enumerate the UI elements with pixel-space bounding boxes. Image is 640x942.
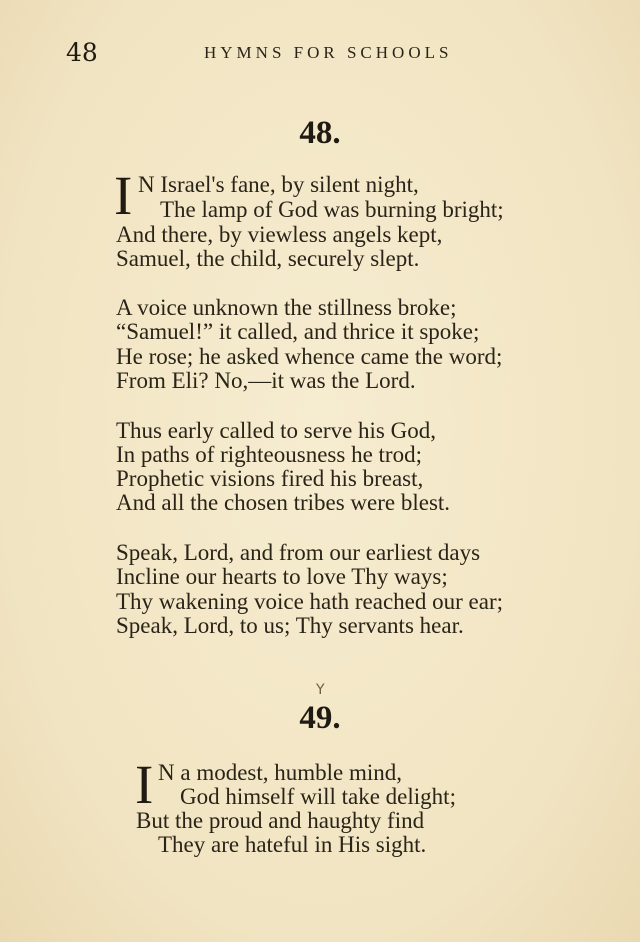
hymn-number: 49. — [299, 700, 341, 736]
verse-line: Speak, Lord, to us; Thy servants hear. — [116, 613, 464, 638]
verse-line: “Samuel!” it called, and thrice it spoke; — [116, 319, 480, 344]
verse-line: The lamp of God was burning bright; — [160, 197, 504, 222]
verse-line: God himself will take delight; — [180, 784, 456, 809]
verse-line: N Israel's fane, by silent night, — [138, 172, 419, 197]
verse-line: A voice unknown the stillness broke; — [116, 295, 457, 320]
verse-line: Prophetic visions fired his breast, — [116, 466, 424, 491]
verse-line: And all the chosen tribes were blest. — [116, 490, 451, 515]
section-mark: Y — [316, 682, 325, 698]
drop-cap: I — [114, 165, 133, 226]
verse-line: Thy wakening voice hath reached our ear; — [116, 589, 503, 614]
verse-line: And there, by viewless angels kept, — [116, 222, 443, 247]
running-title: HYMNS FOR SCHOOLS — [204, 43, 453, 62]
verse-line: They are hateful in His sight. — [158, 832, 427, 857]
page-header — [66, 38, 600, 68]
hymn-number: 48. — [299, 115, 341, 151]
verse-line: N a modest, humble mind, — [158, 760, 403, 785]
verse-line: But the proud and haughty find — [136, 808, 425, 833]
page-number: 48 — [66, 38, 98, 67]
verse-line: Speak, Lord, and from our earliest days — [116, 540, 481, 565]
verse-line: Samuel, the child, securely slept. — [116, 246, 420, 271]
verse-line: In paths of righteousness he trod; — [116, 442, 422, 467]
verse-line: Incline our hearts to love Thy ways; — [116, 564, 448, 589]
verse-line: He rose; he asked whence came the word; — [116, 344, 503, 369]
verse-line: From Eli? No,—it was the Lord. — [116, 368, 416, 393]
verse-line: Thus early called to serve his God, — [116, 418, 436, 443]
drop-cap: I — [135, 754, 154, 815]
